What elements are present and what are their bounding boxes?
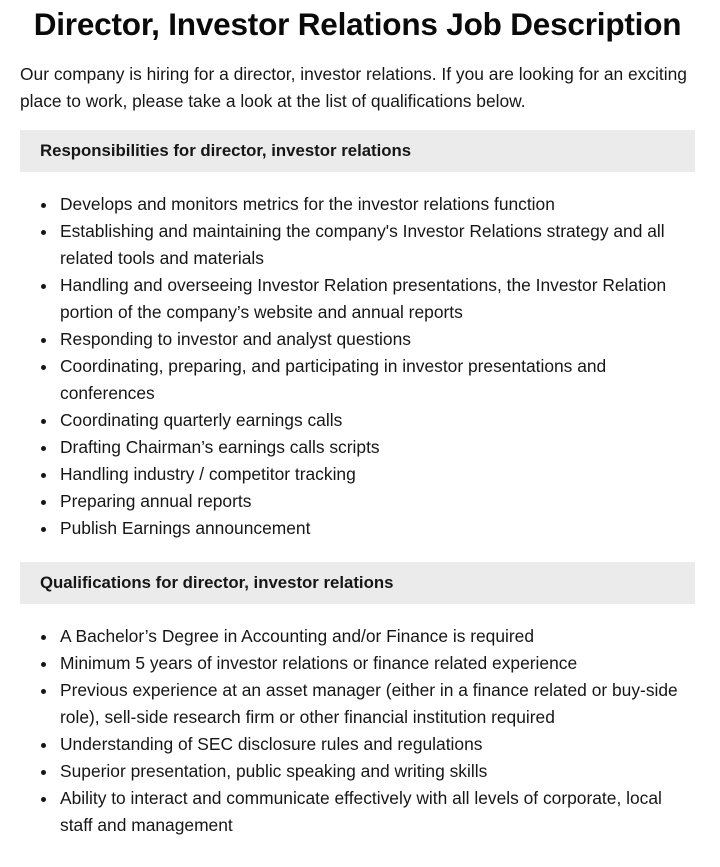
bullet-icon — [41, 419, 46, 424]
list-item-text: Coordinating quarterly earnings calls — [60, 410, 343, 430]
list-item — [60, 434, 695, 461]
responsibilities-list — [20, 191, 695, 542]
list-item — [60, 407, 695, 434]
list-item-text: Responding to investor and analyst questions — [60, 329, 411, 349]
list-item-text: Publish Earnings announcement — [60, 518, 311, 538]
bullet-icon — [41, 797, 46, 802]
list-item-text: A Bachelor’s Degree in Accounting and/or Finance is required — [60, 626, 535, 646]
bullet-icon — [41, 770, 46, 775]
list-item — [60, 677, 695, 731]
list-item — [60, 488, 695, 515]
list-item — [60, 650, 695, 677]
qualifications-list — [20, 623, 695, 839]
page-title: Director, Investor Relations Job Description — [33, 6, 682, 42]
bullet-icon — [41, 527, 46, 532]
bullet-icon — [41, 230, 46, 235]
list-item-text: Coordinating, preparing, and participating in investor presentations and conferences — [60, 356, 607, 403]
bullet-icon — [41, 662, 46, 667]
list-item-text: Drafting Chairman’s earnings calls scripts — [60, 437, 380, 457]
responsibilities-header: Responsibilities for director, investor relations — [20, 130, 695, 172]
list-item — [60, 326, 695, 353]
qualifications-header: Qualifications for director, investor relations — [20, 562, 695, 604]
list-item — [60, 758, 695, 785]
bullet-icon — [41, 365, 46, 370]
bullet-icon — [41, 446, 46, 451]
list-item-text: Develops and monitors metrics for the investor relations function — [60, 194, 555, 214]
list-item-text: Ability to interact and communicate effectively with all levels of corporate, local staff and management — [60, 788, 662, 835]
list-item — [60, 785, 695, 839]
list-item-text: Handling and overseeing Investor Relation presentations, the Investor Relation portion of the company’s website and annual reports — [60, 275, 667, 322]
list-item — [60, 191, 695, 218]
list-item — [60, 272, 695, 326]
list-item — [60, 461, 695, 488]
bullet-icon — [41, 635, 46, 640]
intro-paragraph: Our company is hiring for a director, investor relations. If you are looking for an exciting place to work, please take a look at the list of qualifications below. — [20, 64, 687, 111]
bullet-icon — [41, 473, 46, 478]
list-item-text: Previous experience at an asset manager (either in a finance related or buy-side role), sell-side research firm or other financial institution required — [60, 680, 678, 727]
list-item-text: Handling industry / competitor tracking — [60, 464, 356, 484]
bullet-icon — [41, 338, 46, 343]
bullet-icon — [41, 689, 46, 694]
list-item-text: Establishing and maintaining the company's Investor Relations strategy and all related tools and materials — [60, 221, 665, 268]
list-item — [60, 353, 695, 407]
list-item-text: Minimum 5 years of investor relations or finance related experience — [60, 653, 578, 673]
list-item — [60, 218, 695, 272]
bullet-icon — [41, 743, 46, 748]
list-item-text: Understanding of SEC disclosure rules and regulations — [60, 734, 483, 754]
bullet-icon — [41, 500, 46, 505]
bullet-icon — [41, 203, 46, 208]
list-item-text: Preparing annual reports — [60, 491, 252, 511]
list-item-text: Superior presentation, public speaking and writing skills — [60, 761, 488, 781]
list-item — [60, 731, 695, 758]
list-item — [60, 515, 695, 542]
bullet-icon — [41, 284, 46, 289]
list-item — [60, 623, 695, 650]
